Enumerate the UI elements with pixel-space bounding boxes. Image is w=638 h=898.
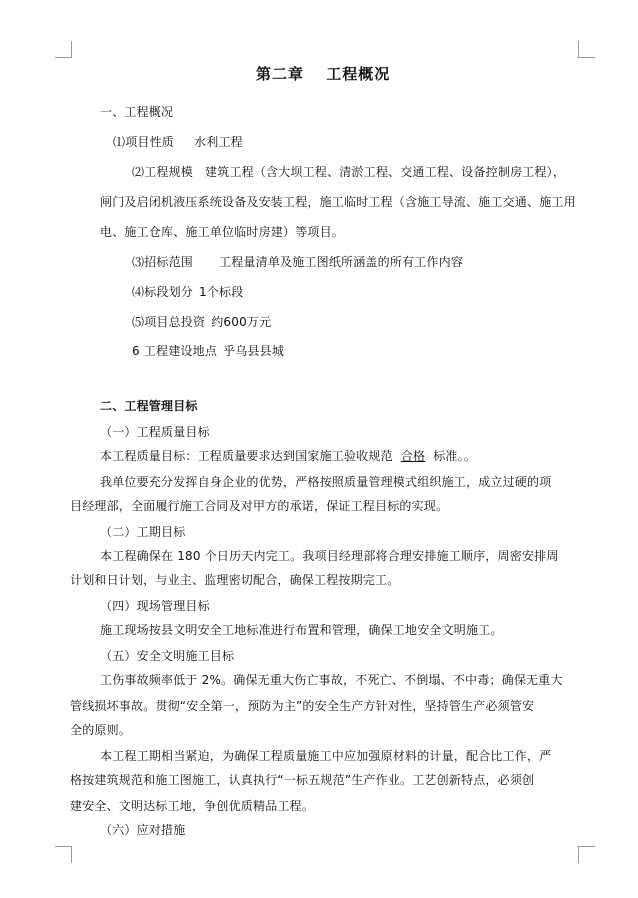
item-value: 约600万元 (211, 315, 272, 329)
item-label: ⑶招标范围 (132, 255, 194, 269)
sub5-paragraph1-line2: 管线损坏事故。贯彻“安全第一，预防为主”的安全生产方针对性，坚持管生产必须管安 (70, 699, 535, 713)
chapter-title: 第二章 工程概况 (256, 65, 391, 83)
sub4-heading: （四）现场管理目标 (100, 599, 210, 613)
item-label: ⑸项目总投资 (132, 315, 206, 329)
sub4-paragraph1: 施工现场按县文明安全工地标准进行布置和管理，确保工地安全文明施工。 (100, 623, 503, 637)
item-label: ⑵工程规模 (132, 165, 194, 179)
item-project-scale (132, 164, 565, 180)
sub1-paragraph1: 本工程质量目标：工程质量要求达到国家施工验收规范 合格 标准。。 (100, 449, 477, 463)
sub5-heading: （五）安全文明施工目标 (100, 649, 235, 663)
item-value: 水利工程 (194, 135, 243, 149)
sub2-paragraph1-line2: 计划和日计划，与业主、监理密切配合，确保工程按期完工。 (70, 573, 400, 587)
section2-heading: 二、工程管理目标 (100, 399, 198, 413)
item-bid-scope (132, 254, 463, 270)
sub1-paragraph2-line2: 目经理部，全面履行施工合同及对甲方的承诺，保证工程目标的实现。 (70, 499, 449, 513)
item-value: 工程量清单及施工图纸所涵盖的所有工作内容 (219, 255, 464, 269)
sub5-paragraph1-line1: 工伤事故频率低于 2%。确保无重大伤亡事故，不死亡、不倒塌、不中毒；确保无重大 (100, 673, 563, 687)
quality-grade: 合格 (400, 449, 426, 463)
item-label: 6 工程建设地点 (132, 344, 218, 358)
item-value: 乎乌县县城 (223, 344, 285, 358)
margin-mark-top-right (578, 41, 595, 58)
margin-mark-bottom-left (55, 846, 72, 863)
section1-heading: 一、工程概况 (100, 105, 174, 119)
item-value: 1个标段 (199, 285, 244, 299)
item-total-investment (132, 314, 271, 330)
sub2-paragraph1-line1: 本工程确保在 180 个日历天内完工。我项目经理部将合理安排施工顺序，周密安排周 (100, 549, 559, 563)
item-value: 建筑工程（含大坝工程、清淤工程、交通工程、设备控制房工程）， (205, 165, 566, 179)
item-project-scale-line2: 闸门及启闭机液压系统设备及安装工程，施工临时工程（含施工导流、施工交通、施工用 (100, 195, 576, 209)
sub5-paragraph2-line3: 建安全、文明达标工地，争创优质精品工程。 (70, 799, 315, 813)
item-project-nature (113, 134, 243, 150)
item-construction-site (132, 343, 284, 359)
item-label: ⑴项目性质 (113, 135, 175, 149)
sub1-heading: （一）工程质量目标 (100, 425, 210, 439)
sub5-paragraph2-line1: 本工程工期相当紧迫，为确保工程质量施工中应加强原材料的计量，配合比工作，严 (100, 749, 552, 763)
item-lot-division (132, 284, 243, 300)
sub2-heading: （二）工期目标 (100, 525, 186, 539)
sub5-paragraph1-line3: 全的原则。 (70, 723, 132, 737)
sub1-paragraph2-line1: 我单位要充分发挥自身企业的优势，严格按照质量管理模式组织施工，成立过硬的项 (100, 475, 552, 489)
margin-mark-top-left (55, 41, 72, 58)
sub6-heading: （六）应对措施 (100, 823, 186, 837)
margin-mark-bottom-right (578, 846, 595, 863)
sub5-paragraph2-line2: 格按建筑规范和施工图施工，认真执行“一标五规范”生产作业。工艺创新特点，必须创 (70, 773, 535, 787)
item-project-scale-line3: 电、施工仓库、施工单位临时房建）等项目。 (100, 225, 345, 239)
item-label: ⑷标段划分 (132, 285, 194, 299)
